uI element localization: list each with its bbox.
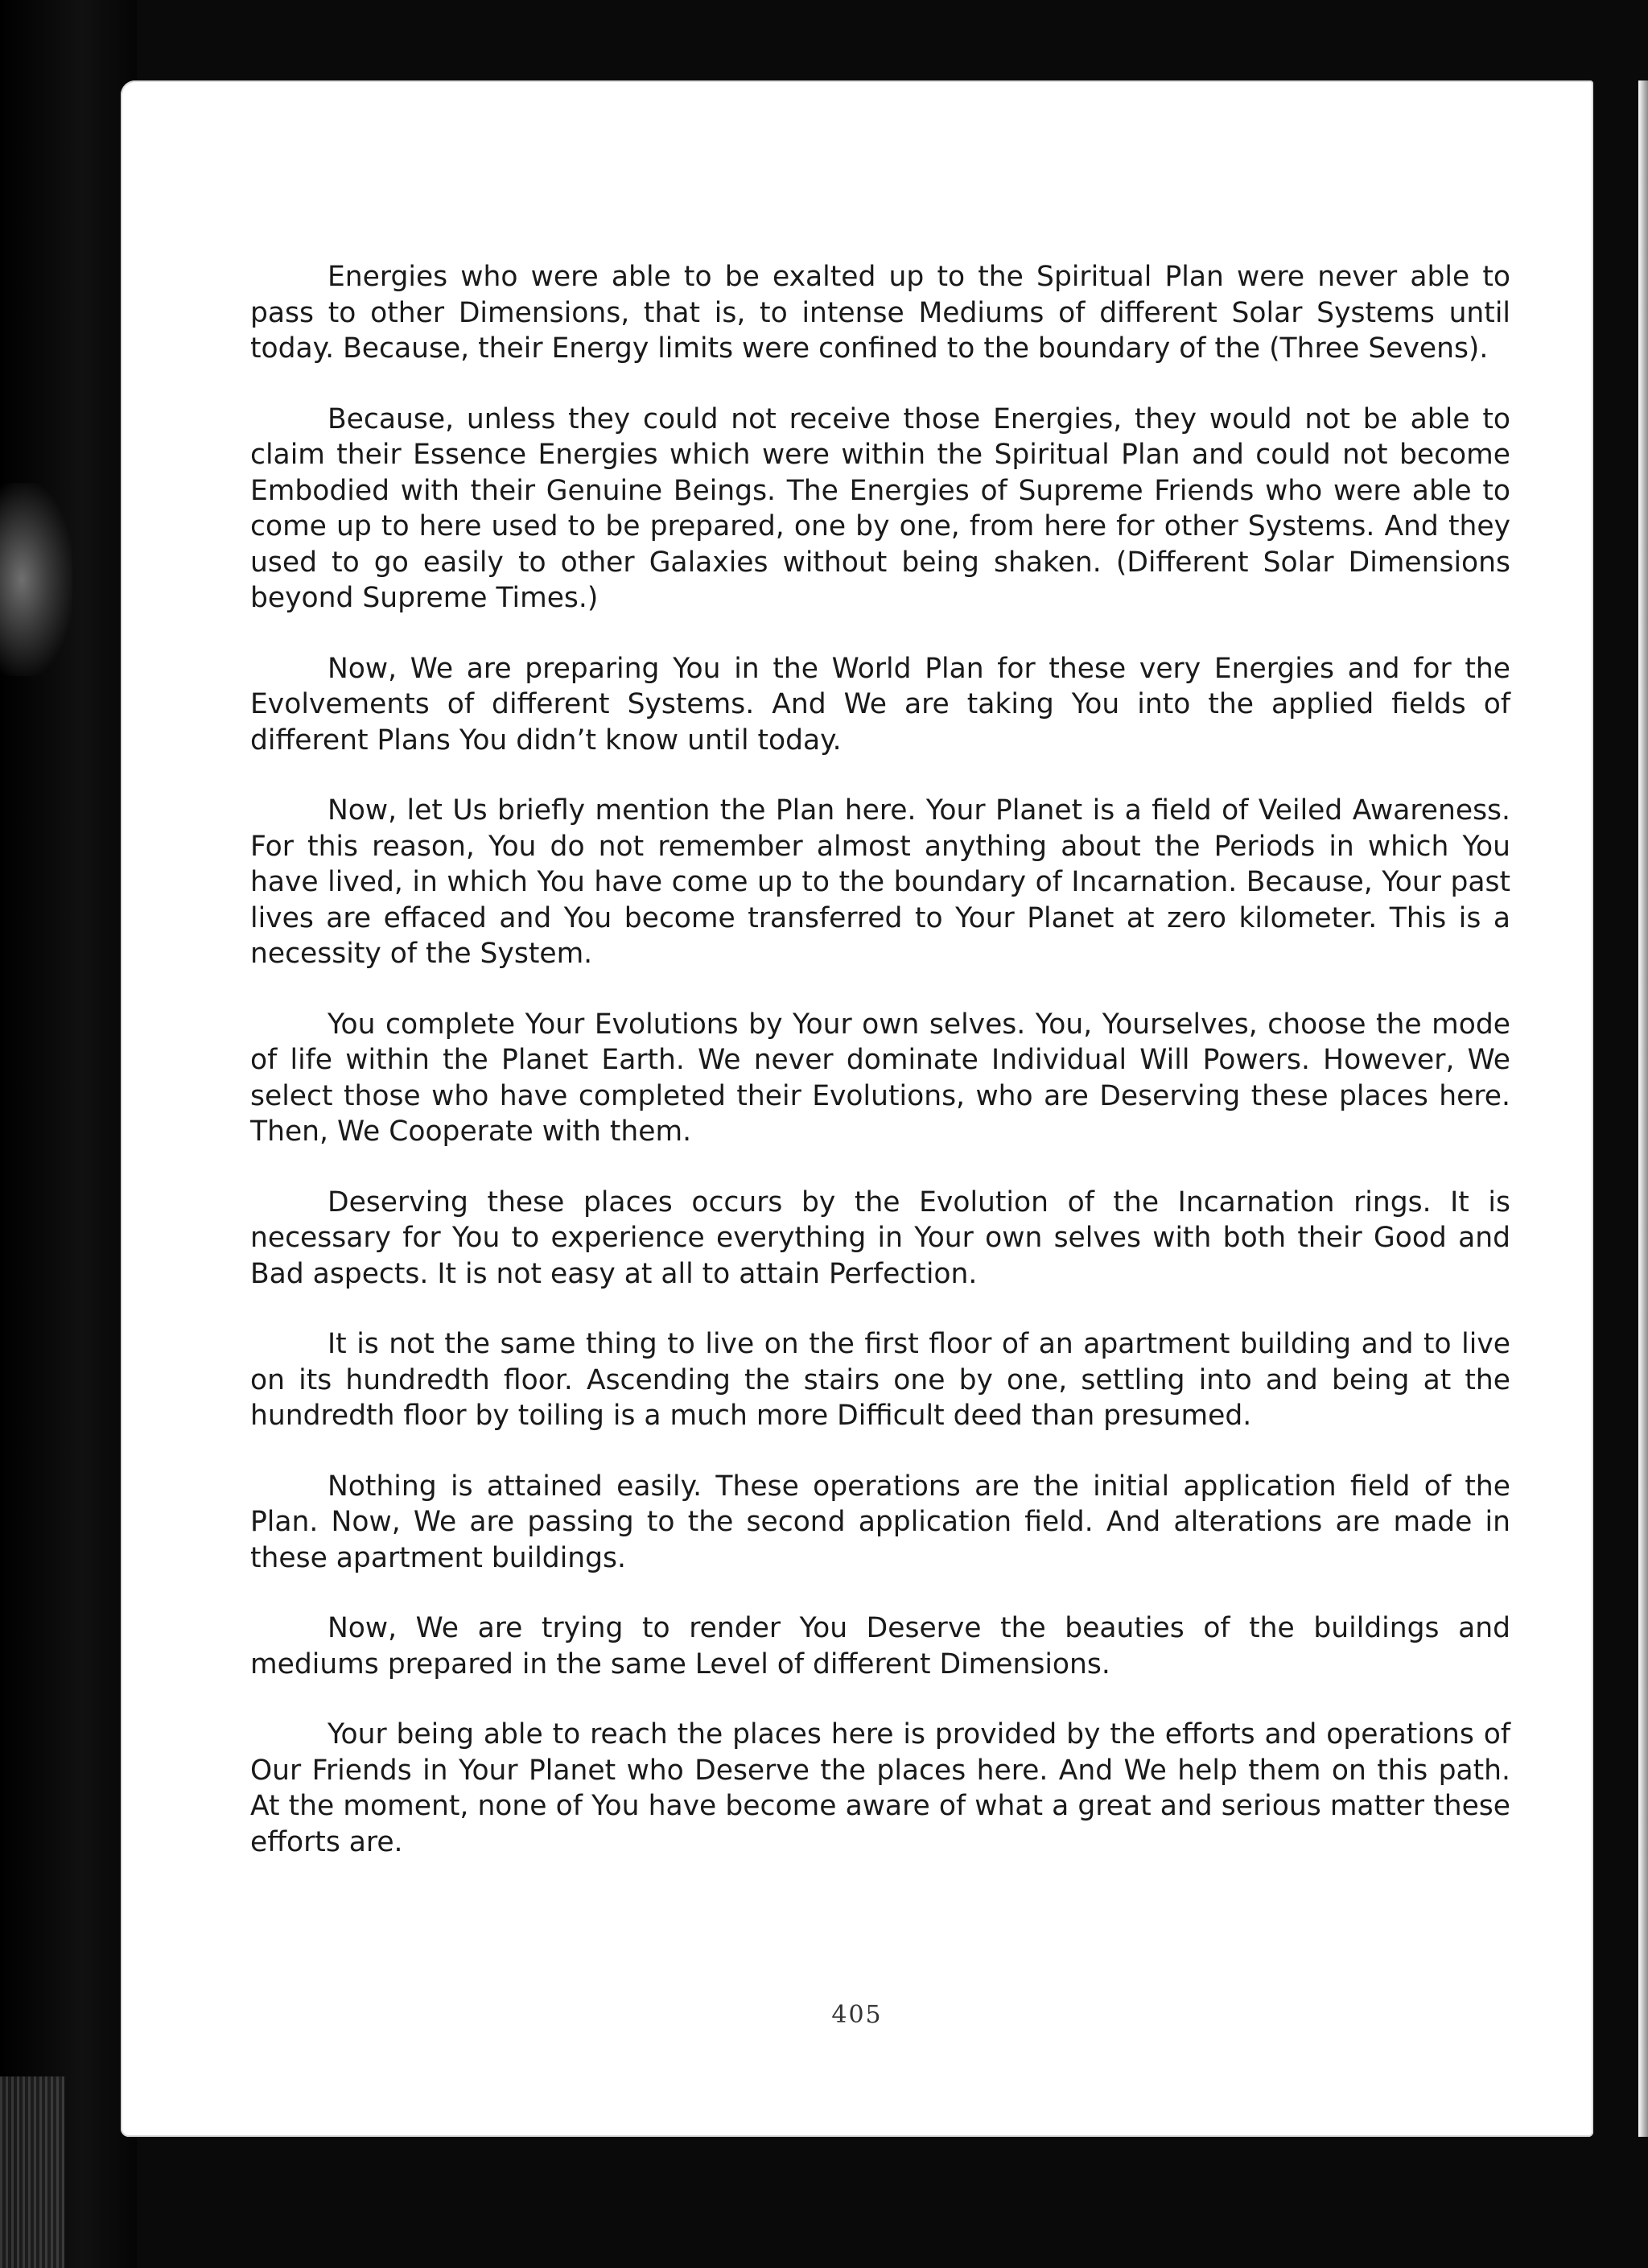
paragraph: Your being able to reach the places here is provided by the efforts and operations of Our Friends in Your Planet who Deserve the places here. And We help them on this path. At the moment, none of You have become aware of what a great and serious matter these efforts are. [250,1718,1510,1858]
paragraph: Energies who were able to be exalted up to the Spiritual Plan were never able to pass to other Dimensions, that is, to intense Mediums of different Solar Systems until today. Because, their Energy limits were confined to the boundary of the (Three Sevens). [250,261,1510,365]
paragraph: It is not the same thing to live on the first floor of an apartment building and to live on its hundredth floor. Ascending the stairs one by one, settling into and being at the hundredth floor by toiling is a much more Difficult deed than presumed. [250,1328,1510,1432]
page-number: 405 [831,2001,883,2029]
paragraph: Deserving these places occurs by the Evolution of the Incarnation rings. It is necessary for You to experience everything in Your own selves with both their Good and Bad aspects. It is not easy at all to attain Perfection. [250,1186,1510,1290]
book-binding-shadow [0,0,137,2268]
paragraph: Because, unless they could not receive those Energies, they would not be able to claim their Essence Energies which were within the Spiritual Plan and could not become Embodied with their Genuine Beings. The Energies of Supreme Friends who were able to come up to here used to be prepared, one by one, from here for other Systems. And they used to go easily to other Galaxies without being shaken. (Different Solar Dimensions beyond Supreme Times.) [250,402,1510,614]
paragraph: Now, We are trying to render You Deserve the beauties of the buildings and mediums prepared in the same Level of different Dimensions. [250,1612,1510,1680]
body-text [250,259,1510,1895]
paragraph: Nothing is attained easily. These operations are the initial application field of the Plan. Now, We are passing to the second application field. And alterations are made in these apartment buildings. [250,1470,1510,1574]
paragraph: Now, let Us briefly mention the Plan here. Your Planet is a field of Veiled Awareness. For this reason, You do not remember almost anything about the Periods in which You have lived, in which You have come up to the boundary of Incarnation. Because, Your past lives are effaced and You become transferred to Your Planet at zero kilometer. This is a necessity of the System. [250,794,1510,970]
binding-smudge [0,483,72,676]
page-edge-shadow [1638,80,1648,2137]
paragraph: Now, We are preparing You in the World Plan for these very Energies and for the Evolvements of different Systems. And We are taking You into the applied fields of different Plans You didn’t know until today. [250,652,1510,757]
book-page [121,80,1593,2137]
binding-bottom-texture [0,2076,64,2268]
paragraph: You complete Your Evolutions by Your own selves. You, Yourselves, choose the mode of life within the Planet Earth. We never dominate Individual Will Powers. However, We select those who have completed their Evolutions, who are Deserving these places here. Then, We Cooperate with them. [250,1008,1510,1148]
